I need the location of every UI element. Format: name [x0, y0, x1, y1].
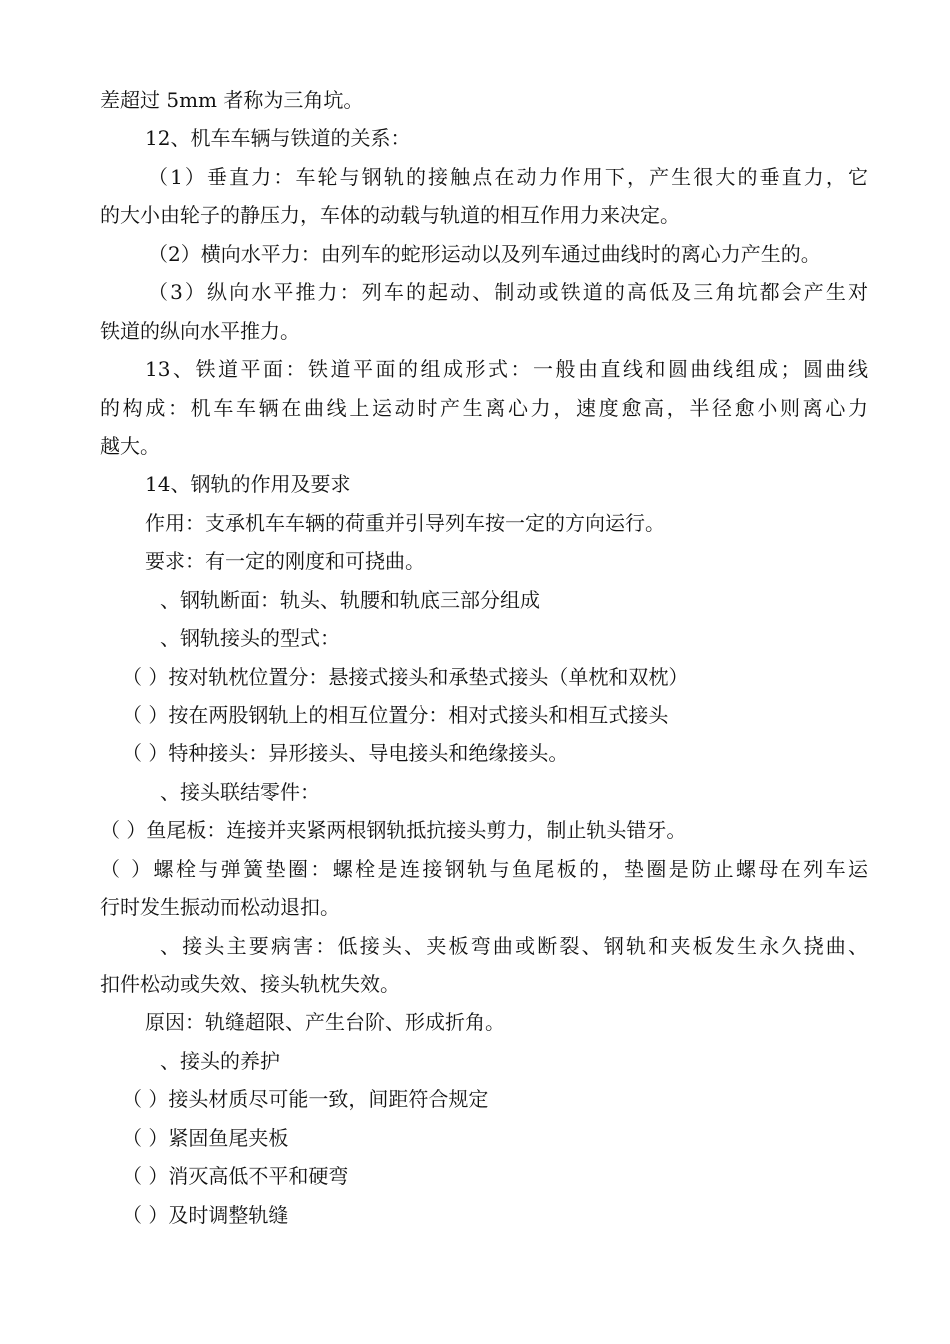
text-line: 12、机车车辆与铁道的关系：	[145, 126, 411, 150]
text-line: 14、钢轨的作用及要求	[145, 472, 351, 496]
text-line: 的大小由轮子的静压力，车体的动载与轨道的相互作用力来决定。	[100, 203, 680, 227]
text-line: （ ）按对轨枕位置分：悬接式接头和承垫式接头（单枕和双枕）	[122, 665, 689, 689]
text-line: 的构成：机车车辆在曲线上运动时产生离心力，速度愈高，半径愈小则离心力	[100, 396, 868, 420]
text-line: 原因：轨缝超限、产生台阶、形成折角。	[145, 1010, 505, 1034]
text-line: 要求：有一定的刚度和可挠曲。	[145, 549, 425, 573]
text-line: 扣件松动或失效、接头轨枕失效。	[100, 972, 400, 996]
text-line: 13、铁道平面：铁道平面的组成形式：一般由直线和圆曲线组成；圆曲线	[145, 357, 868, 381]
text-line: 、钢轨接头的型式：	[160, 626, 340, 650]
text-line: 、接头主要病害：低接头、夹板弯曲或断裂、钢轨和夹板发生永久挠曲、	[160, 934, 868, 958]
text-line: （ ）螺栓与弹簧垫圈：螺栓是连接钢轨与鱼尾板的，垫圈是防止螺母在列车运	[100, 857, 868, 881]
text-line: 、接头联结零件：	[160, 780, 320, 804]
text-line: （ ）消灭高低不平和硬弯	[122, 1164, 349, 1188]
text-line: （2）横向水平力：由列车的蛇形运动以及列车通过曲线时的离心力产生的。	[148, 242, 821, 266]
text-line: （ ）鱼尾板：连接并夹紧两根钢轨抵抗接头剪力，制止轨头错牙。	[100, 818, 687, 842]
text-line: 差超过 5mm 者称为三角坑。	[100, 88, 364, 112]
text-line: （ ）紧固鱼尾夹板	[122, 1126, 289, 1150]
text-line: （ ）及时调整轨缝	[122, 1203, 289, 1227]
text-line: 铁道的纵向水平推力。	[100, 319, 300, 343]
text-line: （1）垂直力：车轮与钢轨的接触点在动力作用下，产生很大的垂直力，它	[148, 165, 868, 189]
text-line: 作用：支承机车车辆的荷重并引导列车按一定的方向运行。	[145, 511, 665, 535]
text-line: 、钢轨断面：轨头、轨腰和轨底三部分组成	[160, 588, 540, 612]
text-line: （3）纵向水平推力：列车的起动、制动或铁道的高低及三角坑都会产生对	[148, 280, 868, 304]
text-line: 、接头的养护	[160, 1049, 280, 1073]
text-line: （ ）按在两股钢轨上的相互位置分：相对式接头和相互式接头	[122, 703, 669, 727]
text-line: （ ）特种接头：异形接头、导电接头和绝缘接头。	[122, 741, 569, 765]
text-line: （ ）接头材质尽可能一致，间距符合规定	[122, 1087, 489, 1111]
text-line: 行时发生振动而松动退扣。	[100, 895, 340, 919]
text-line: 越大。	[100, 434, 160, 458]
